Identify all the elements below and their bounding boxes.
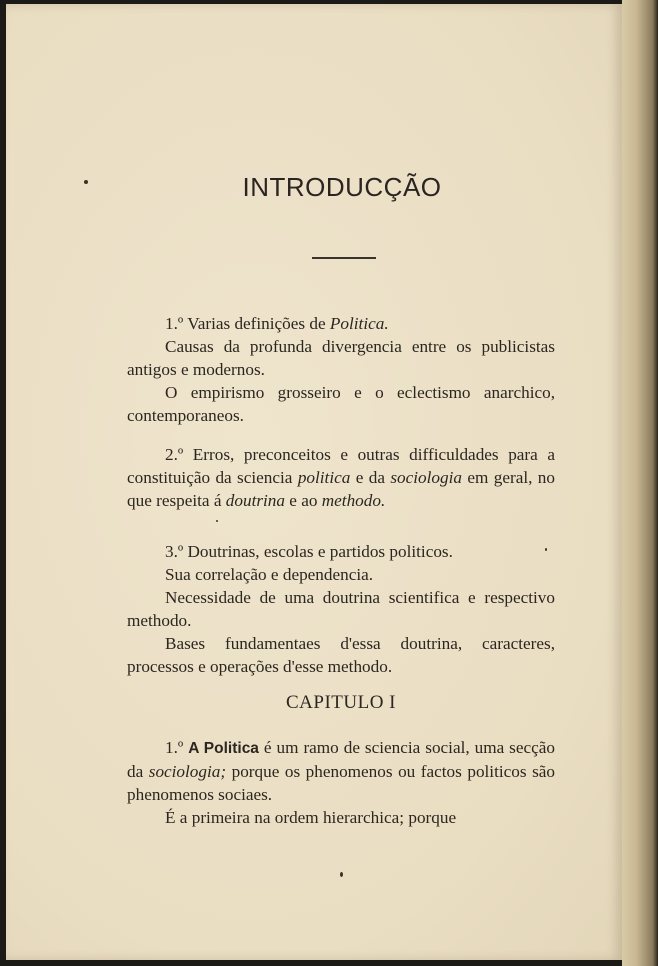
- ink-speck: [84, 180, 88, 184]
- paragraph: [127, 563, 555, 586]
- paragraph: [127, 632, 555, 678]
- chapter-heading: CAPITULO I: [285, 692, 397, 713]
- italic-term: politica: [297, 468, 351, 487]
- paragraph: [127, 586, 555, 632]
- paragraph: [127, 736, 555, 806]
- book-spine: [622, 0, 658, 966]
- paragraph: [127, 540, 555, 563]
- text-run: Necessidade de uma doutrina scientifica e respectivo methodo.: [127, 588, 555, 630]
- text-run: O empirismo grosseiro e o eclectismo anarchico, contemporaneos.: [127, 383, 555, 425]
- italic-term: methodo.: [321, 491, 386, 510]
- bold-term: A Politica: [188, 740, 259, 757]
- italic-term: sociologia;: [148, 762, 227, 781]
- section-2: [127, 443, 555, 512]
- text-run: 1.º: [165, 738, 189, 757]
- page-title: INTRODUCÇÃO: [242, 172, 442, 202]
- text-run: 1.º Varias definições de: [165, 314, 330, 333]
- section-3: [127, 540, 555, 678]
- text-run: Causas da profunda divergencia entre os publicistas antigos e modernos.: [127, 337, 555, 379]
- paragraph: [127, 312, 555, 335]
- ink-speck: [545, 548, 547, 551]
- section-1: [127, 312, 555, 427]
- paragraph: [127, 335, 555, 381]
- bleed-through-text-top: [170, 150, 470, 171]
- text-run: é um ramo de sciencia social, uma secção da: [127, 738, 555, 781]
- italic-term: Politica.: [329, 314, 389, 333]
- text-run: porque os phenomenos ou factos politicos são phenomenos sociaes.: [127, 762, 555, 804]
- text-run: 2.º Erros, preconceitos e outras difficuldades para a constituição da sciencia: [127, 445, 555, 487]
- text-run: É a primeira na ordem hierarchica; porque: [165, 808, 457, 827]
- text-run: Bases fundamentaes d'essa doutrina, caracteres, processos e operações d'esse methodo.: [127, 634, 555, 676]
- paragraph: [127, 443, 555, 512]
- text-run: e ao: [285, 491, 322, 510]
- paragraph: [127, 381, 555, 427]
- text-run: 3.º Doutrinas, escolas e partidos politicos.: [165, 542, 453, 561]
- chapter-section-1: [127, 736, 555, 829]
- italic-term: sociologia: [390, 468, 462, 487]
- italic-term: doutrina: [225, 491, 285, 510]
- ink-speck: [340, 872, 343, 877]
- text-run: Sua correlação e dependencia.: [165, 565, 374, 584]
- paragraph: [127, 806, 555, 829]
- text-run: e da: [350, 468, 391, 487]
- text-run: em geral, no que respeita á: [127, 468, 555, 510]
- ink-speck: [216, 520, 218, 522]
- title-rule: [312, 257, 376, 259]
